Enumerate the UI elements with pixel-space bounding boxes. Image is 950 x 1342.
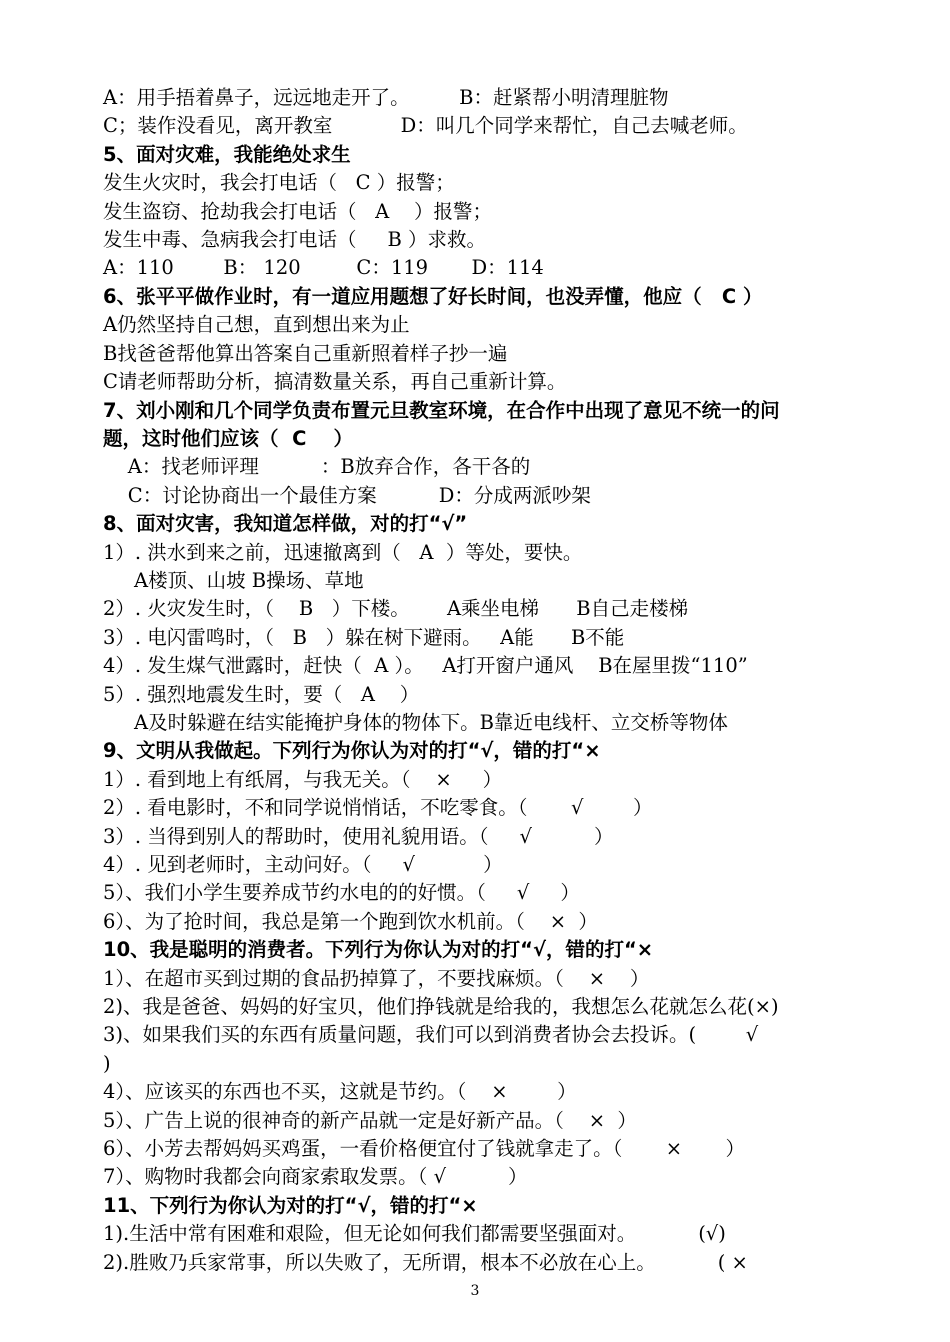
text-line: A及时躲避在结实能掩护身体的物体下。B靠近电线杆、立交桥等物体: [103, 711, 728, 734]
text-line: 6）、小芳去帮妈妈买鸡蛋，一看价格便宜付了钱就拿走了。（ × ）: [103, 1137, 746, 1160]
page-number: 3: [470, 1283, 480, 1299]
question-heading: 题，这时他们应该（ C ）: [103, 427, 354, 450]
text-line: 5）、广告上说的很神奇的新产品就一定是好新产品。（ × ）: [103, 1109, 637, 1132]
text-line: 1）. 洪水到来之前，迅速撤离到（ A ）等处，要快。: [103, 541, 583, 564]
text-line: 2）. 看电影时，不和同学说悄悄话，不吃零食。（ √ ）: [103, 796, 653, 819]
text-line: C请老师帮助分析，搞清数量关系，再自己重新计算。: [103, 370, 567, 393]
question-heading: 7、刘小刚和几个同学负责布置元旦教室环境，在合作中出现了意见不统一的问: [103, 399, 780, 422]
question-heading: 6、张平平做作业时，有一道应用题想了好长时间，也没弄懂，他应（ C ）: [103, 285, 763, 308]
text-line: 4）. 见到老师时，主动问好。（ √ ）: [103, 853, 503, 876]
text-line: 5）. 强烈地震发生时，要（ A ）: [103, 683, 420, 706]
text-line: 1）、在超市买到过期的食品扔掉算了，不要找麻烦。（ × ）: [103, 967, 650, 990]
text-line: C：讨论协商出一个最佳方案 D：分成两派吵架: [103, 484, 591, 507]
text-line: 1）. 看到地上有纸屑，与我无关。（ × ）: [103, 768, 503, 791]
text-line: 发生中毒、急病我会打电话（ B ）求救。: [103, 228, 487, 251]
text-line: 1).生活中常有困难和艰险，但无论如何我们都需要坚强面对。 (√): [103, 1222, 726, 1245]
question-heading: 11、下列行为你认为对的打“√，错的打“×: [103, 1194, 478, 1217]
text-line: A：找老师评理 ：B放弃合作，各干各的: [103, 455, 531, 478]
text-line: 3）. 当得到别人的帮助时，使用礼貌用语。（ √ ）: [103, 825, 614, 848]
text-line: 2).胜败乃兵家常事，所以失败了，无所谓，根本不必放在心上。 ( ×: [103, 1251, 748, 1274]
question-heading: 10、我是聪明的消费者。下列行为你认为对的打“√，错的打“×: [103, 938, 654, 961]
question-heading: 5、面对灾难，我能绝处求生: [103, 143, 351, 166]
text-line: 7）、购物时我都会向商家索取发票。（ √ ）: [103, 1165, 528, 1188]
question-heading: 9、文明从我做起。下列行为你认为对的打“√，错的打“×: [103, 739, 601, 762]
text-line: 发生盗窃、抢劫我会打电话（ A ）报警；: [103, 200, 492, 223]
text-line: ): [103, 1052, 111, 1075]
text-line: 5）、我们小学生要养成节约水电的的好惯。（ √ ）: [103, 881, 580, 904]
text-line: B找爸爸帮他算出答案自己重新照着样子抄一遍: [103, 342, 508, 365]
text-line: 2）. 火灾发生时，（ B ）下楼。 A乘坐电梯 B自己走楼梯: [103, 597, 689, 620]
text-line: A楼顶、山坡 B操场、草地: [103, 569, 364, 592]
text-line: C；装作没看见，离开教室 D：叫几个同学来帮忙，自己去喊老师。: [103, 114, 748, 137]
text-line: 4）、应该买的东西也不买，这就是节约。（ × ）: [103, 1080, 577, 1103]
text-line: 发生火灾时，我会打电话（ C ）报警；: [103, 171, 455, 194]
text-line: 2)、我是爸爸、妈妈的好宝贝，他们挣钱就是给我的，我想怎么花就怎么花(×): [103, 995, 779, 1018]
text-line: A：用手捂着鼻子，远远地走开了。 B：赶紧帮小明清理脏物: [103, 86, 669, 109]
text-line: 4）. 发生煤气泄露时，赶快（ A ）。 A打开窗户通风 B在屋里拨“110”: [103, 654, 748, 677]
text-line: 3）. 电闪雷鸣时，（ B ）躲在树下避雨。 A能 B不能: [103, 626, 625, 649]
text-line: 6）、为了抢时间，我总是第一个跑到饮水机前。（ × ）: [103, 910, 598, 933]
text-line: A仍然坚持自己想，直到想出来为止: [103, 313, 410, 336]
text-line: A：110 B： 120 C：119 D：114: [103, 256, 544, 279]
text-line: 3)、如果我们买的东西有质量问题，我们可以到消费者协会去投诉。( √: [103, 1023, 759, 1046]
question-heading: 8、面对灾害，我知道怎样做，对的打“√”: [103, 512, 468, 535]
